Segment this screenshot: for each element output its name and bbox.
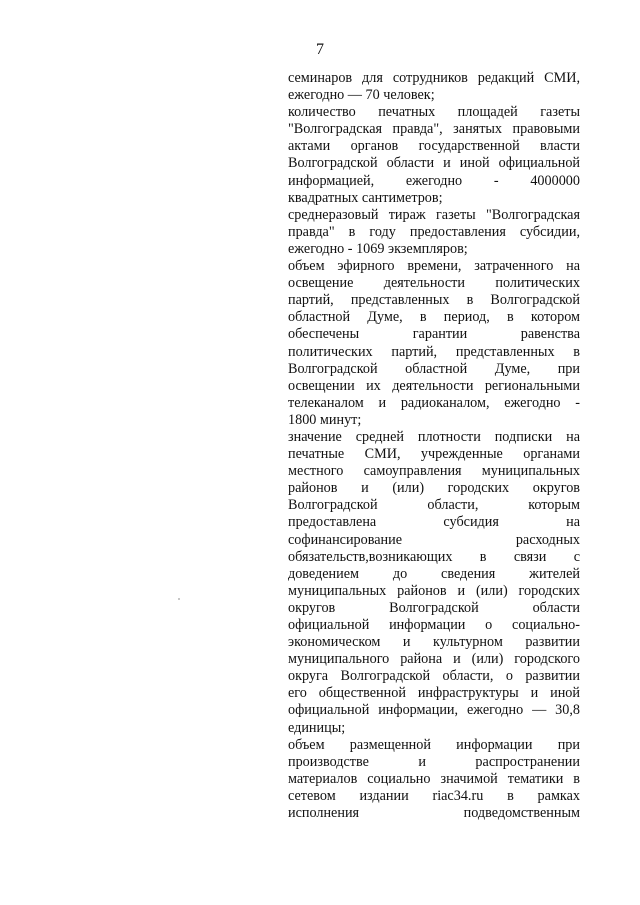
text-line: освещение деятельности политических <box>288 275 580 292</box>
text-line: значение средней плотности подписки на <box>288 428 580 445</box>
text-line: актами органов государственной власти <box>288 138 580 155</box>
text-line: муниципального района и (или) городского <box>288 651 580 668</box>
text-line: информацией, ежегодно - 4000000 <box>288 172 580 189</box>
text-line: официальной информации, ежегодно — 30,8 <box>288 702 580 719</box>
text-line: 1800 минут; <box>288 411 362 428</box>
text-line: ежегодно — 70 человек; <box>288 87 435 104</box>
text-line: партий, представленных в Волгоградской <box>288 292 580 309</box>
text-line: среднеразовый тираж газеты "Волгоградская <box>288 206 580 223</box>
text-line: округов Волгоградской области <box>288 599 580 616</box>
text-line: Волгоградской области, которым <box>288 497 580 514</box>
text-line: печатные СМИ, учрежденные органами <box>288 446 580 463</box>
text-line: округа Волгоградской области, о развитии <box>288 668 580 685</box>
text-line: единицы; <box>288 719 346 736</box>
text-line: правда" в году предоставления субсидии, <box>288 223 580 240</box>
text-line: телеканалом и радиоканалом, ежегодно - <box>288 394 580 411</box>
text-line: его общественной инфраструктуры и иной <box>288 685 580 702</box>
text-line: сетевом издании riac34.ru в рамках <box>288 787 580 804</box>
text-line: объем эфирного времени, затраченного на <box>288 258 580 275</box>
text-line: предоставлена субсидия на <box>288 514 580 531</box>
text-line: районов и (или) городских округов <box>288 480 580 497</box>
text-line: муниципальных районов и (или) городских <box>288 582 580 599</box>
text-line: ежегодно - 1069 экземпляров; <box>288 240 468 257</box>
text-line: официальной информации о социально- <box>288 617 580 633</box>
text-line: освещении их деятельности региональными <box>288 377 580 394</box>
scan-speck <box>178 598 180 600</box>
text-line: местного самоуправления муниципальных <box>288 463 580 480</box>
text-line: "Волгоградская правда", занятых правовыми <box>288 121 580 138</box>
text-line: объем размещенной информации при <box>288 736 580 753</box>
text-line: областной Думе, в период, в котором <box>288 309 580 326</box>
text-line: квадратных сантиметров; <box>288 189 443 206</box>
page-number: 7 <box>316 41 324 58</box>
text-line: количество печатных площадей газеты <box>288 104 580 121</box>
text-line: софинансирование расходных <box>288 531 580 548</box>
text-line: исполнения подведомственным <box>288 805 580 822</box>
text-line: политических партий, представленных в <box>288 343 580 360</box>
text-line: материалов социально значимой тематики в <box>288 770 580 787</box>
text-line: производстве и распространении <box>288 753 580 770</box>
document-body <box>288 70 580 822</box>
text-line: доведением до сведения жителей <box>288 565 580 582</box>
text-line: обязательств,возникающих в связи с <box>288 548 580 565</box>
text-line: обеспечены гарантии равенства <box>288 326 580 343</box>
text-line: экономическом и культурном развитии <box>288 634 580 651</box>
text-line: семинаров для сотрудников редакций СМИ, <box>288 70 580 86</box>
text-line: Волгоградской областной Думе, при <box>288 360 580 377</box>
text-line: Волгоградской области и иной официальной <box>288 155 580 172</box>
